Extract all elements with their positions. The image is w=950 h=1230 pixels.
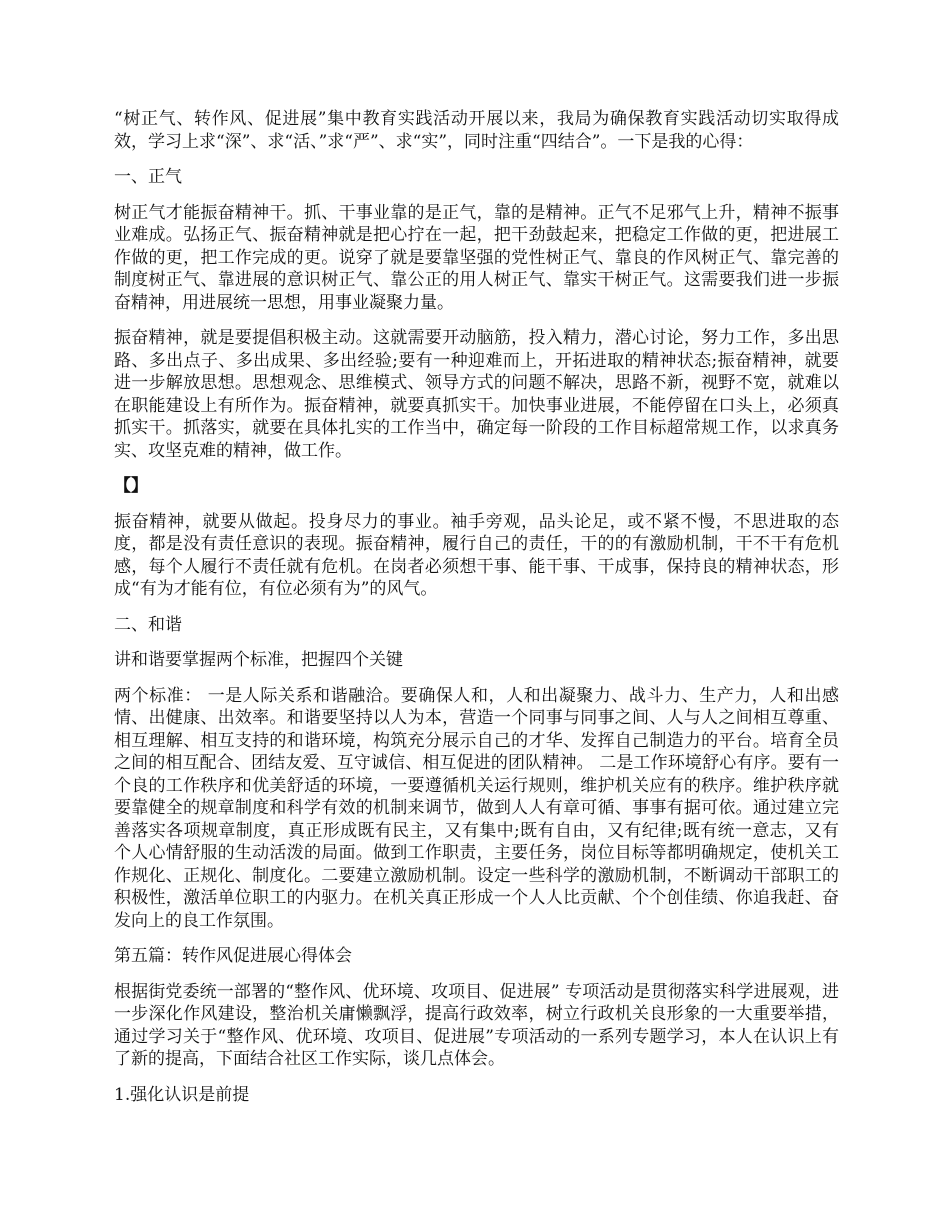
zhengqi-paragraph-1: 树正气才能振奋精神干。抓、干事业靠的是正气，靠的是精神。正气不足邪气上升，精神不振事业难成。弘扬正气、振奋精神就是把心拧在一起，把干劲鼓起来，把稳定工作做的更，把进展工作做的更，把工作完成的更。说穿了就是要靠坚强的党性树正气、靠良的作风树正气、靠完善的制度树正气、靠进展的意识树正气、靠公正的用人树正气、靠实干树正气。这需要我们进一步振奋精神，用进展统一思想，用事业凝聚力量。 (114, 202, 839, 313)
document-body (114, 108, 839, 1119)
part-five-paragraph-1: 根据街党委统一部署的“整作风、优环境、攻项目、促进展” 专项活动是贯彻落实科学进展观，进一步深化作风建设，整治机关庸懒飘浮，提高行政效率，树立行政机关良形象的一大重要举措，通过学习关于“整作风、优环境、攻项目、促进展”专项活动的一系列专题学习，本人在认识上有了新的提高，下面结合社区工作实际，谈几点体会。 (114, 981, 839, 1069)
intro-paragraph: “树正气、转作风、促进展”集中教育实践活动开展以来，我局为确保教育实践活动切实取得成效，学习上求“深”、求“活、”求“严”、求“实”，同时注重“四结合”。一下是我的心得： (114, 109, 839, 152)
section-heading-part-five: 第五篇：转作风促进展心得体会 (114, 946, 352, 966)
section-heading-hexie: 二、和谐 (114, 614, 182, 635)
bracket-marker: 【】 (114, 476, 148, 496)
zhengqi-paragraph-2: 振奋精神，就是要提倡积极主动。这就需要开动脑筋，投入精力，潜心讨论，努力工作，多出思路、多出点子、多出成果、多出经验;要有一种迎难而上，开拓进取的精神状态;振奋精神，就要进一步解放思想。思想观念、思维模式、领导方式的问题不解决，思路不新，视野不宽，就难以在职能建设上有所作为。振奋精神，就要真抓实干。加快事业进展，不能停留在口头上，必须真抓实干。抓落实，就要在具体扎实的工作当中，确定每一阶段的工作目标超常规工作，以求真务实、攻坚克难的精神，做工作。 (114, 328, 839, 461)
hexie-paragraph-1: 讲和谐要掌握两个标准，把握四个关键 (114, 650, 403, 670)
section-heading-zhengqi: 一、正气 (114, 167, 182, 187)
zhengqi-paragraph-3: 振奋精神，就要从做起。投身尽力的事业。袖手旁观，品头论足，或不紧不慢，不思进取的态度，都是没有责任意识的表现。振奋精神，履行自己的责任，干的的有激励机制，干不干有危机感，每个人履行不责任就有危机。在岗者必须想干事、能干事、干成事，保持良的精神状态，形成“有为才能有位，有位必须有为”的风气。 (114, 511, 839, 599)
subheading-strengthen-awareness: 1.强化认识是前提 (114, 1084, 250, 1105)
hexie-paragraph-2: 两个标准： 一是人际关系和谐融洽。要确保人和，人和出凝聚力、战斗力、生产力，人和出感情、出健康、出效率。和谐要坚持以人为本，营造一个同事与同事之间、人与人之间相互尊重、相互理解、相互支持的和谐环境，构筑充分展示自己的才华、发挥自己制造力的平台。培育全员之间的相互配合、团结友爱、互守诚信、相互促进的团队精神。 二是工作环境舒心有序。要有一个良的工作秩序和优美舒适的环境，一要遵循机关运行规则，维护机关应有的秩序。维护秩序就要靠健全的规章制度和科学有效的机制来调节，做到人人有章可循、事事有据可依。通过建立完善落实各项规章制度，真正形成既有民主，又有集中;既有自由，又有纪律;既有统一意志，又有个人心情舒服的生动活泼的局面。做到工作职责，主要任务，岗位目标等都明确规定，使机关工作规化、正规化、制度化。二要建立激励机制。设定一些科学的激励机制，不断调动干部职工的积极性，激活单位职工的内驱力。在机关真正形成一个人人比贡献、个个创佳绩、你追我赶、奋发向上的良工作氛围。 (114, 685, 839, 931)
